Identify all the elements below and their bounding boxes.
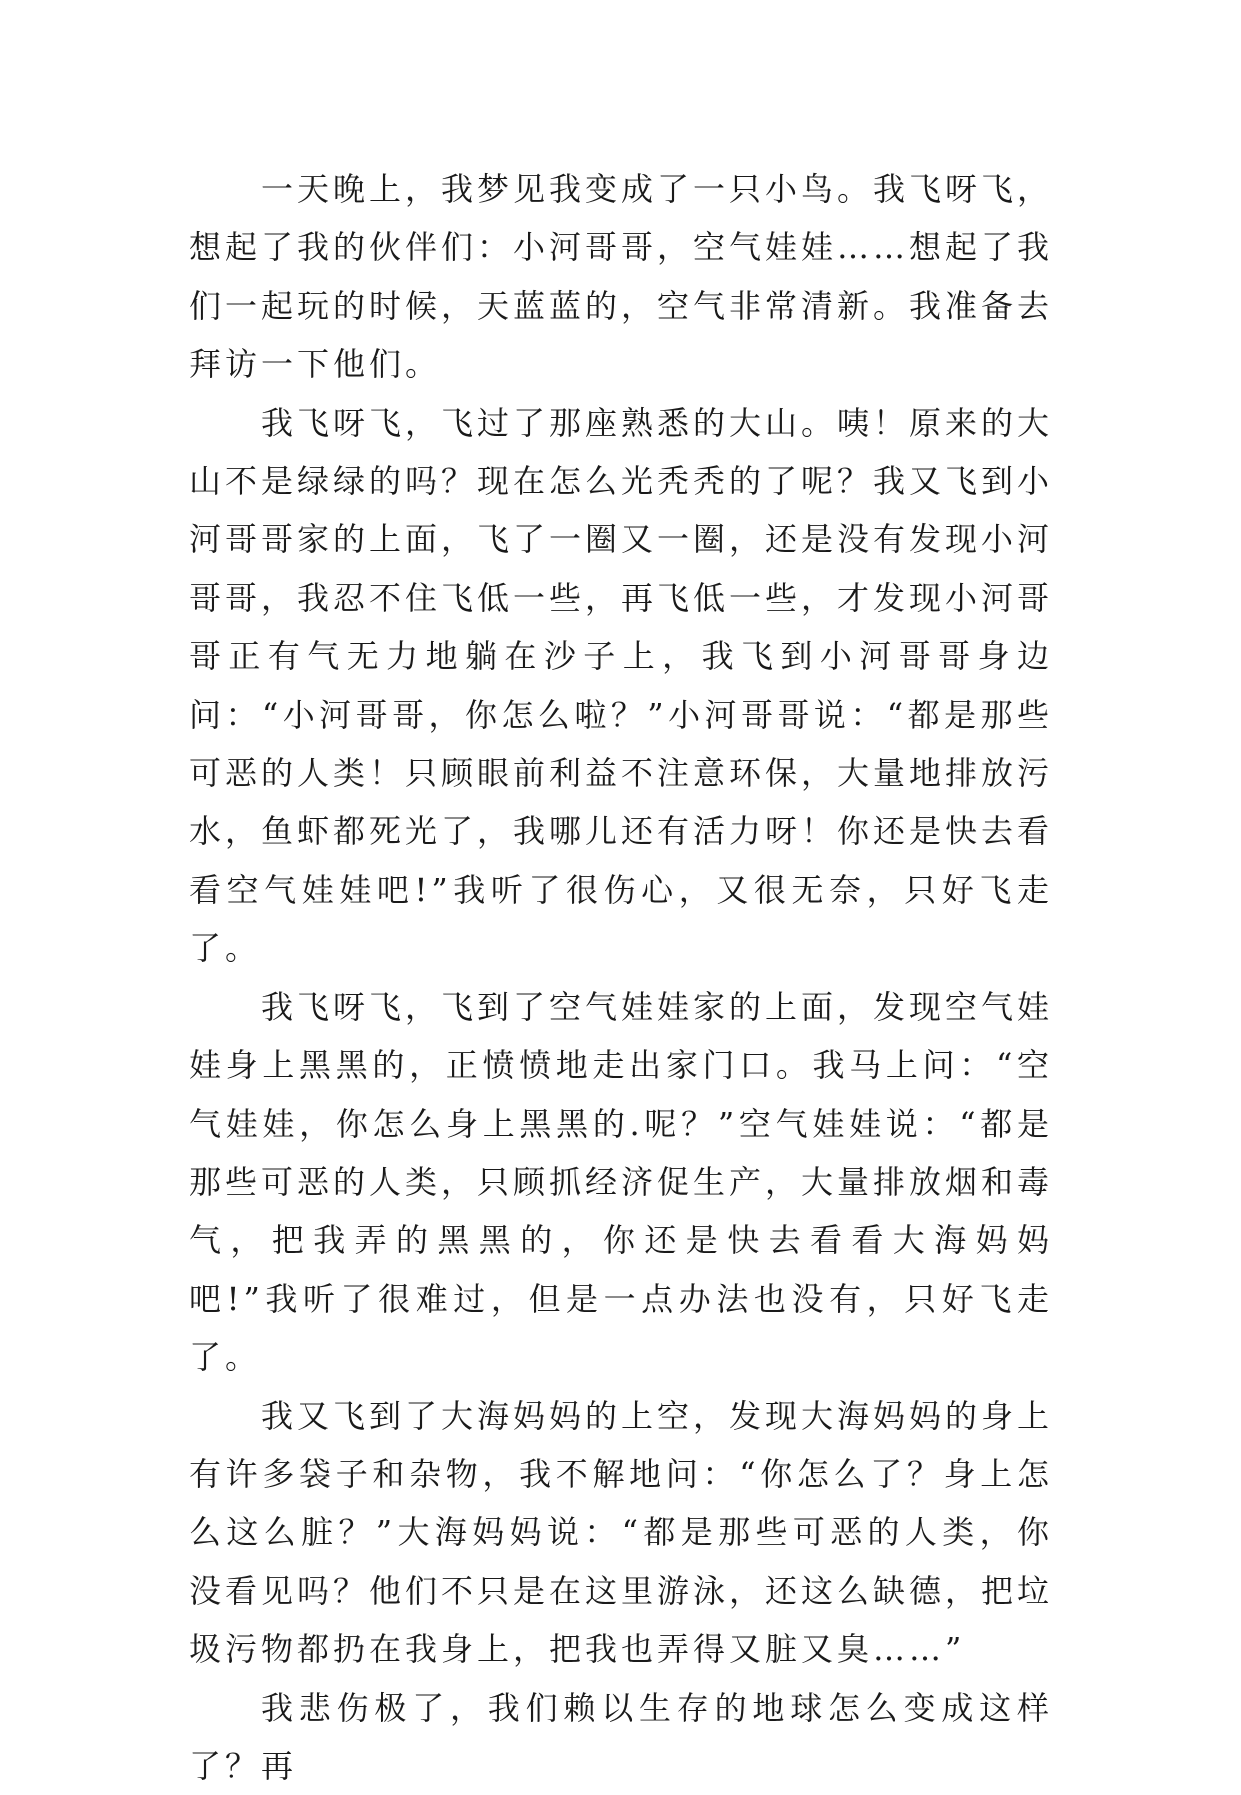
paragraph-3: 我飞呀飞，飞到了空气娃娃家的上面，发现空气娃娃身上黑黑的，正愤愤地走出家门口。我马上问：“空气娃娃，你怎么身上黑黑的.呢？”空气娃娃说：“都是那些可恶的人类，只顾抓经济促生产，大量排放烟和毒气，把我弄的黑黑的，你还是快去看看大海妈妈吧!”我听了很难过，但是一点办法也没有，只好飞走了。 [189,987,1054,1377]
paragraph-2: 我飞呀飞，飞过了那座熟悉的大山。咦！原来的大山不是绿绿的吗？现在怎么光秃秃的了呢？我又飞到小河哥哥家的上面，飞了一圈又一圈，还是没有发现小河哥哥，我忍不住飞低一些，再飞低一些，才发现小河哥哥正有气无力地躺在沙子上，我飞到小河哥哥身边问：“小河哥哥，你怎么啦？”小河哥哥说：“都是那些可恶的人类！只顾眼前利益不注意环保，大量地排放污水，鱼虾都死光了，我哪儿还有活力呀！你还是快去看看空气娃娃吧!”我听了很伤心，又很无奈，只好飞走了。 [189,403,1054,968]
paragraph-5: 我悲伤极了，我们赖以生存的地球怎么变成这样了？再 [189,1688,1053,1785]
paragraph-4: 我又飞到了大海妈妈的上空，发现大海妈妈的身上有许多袋子和杂物，我不解地问：“你怎么了？身上怎么这么脏？”大海妈妈说：“都是那些可恶的人类，你没看见吗？他们不只是在这里游泳，还这么缺德，把垃圾污物都扔在我身上，把我也弄得又脏又臭……” [189,1396,1054,1669]
document-page [189,160,1053,1795]
paragraph-1: 一天晚上，我梦见我变成了一只小鸟。我飞呀飞，想起了我的伙伴们：小河哥哥，空气娃娃……想起了我们一起玩的时候，天蓝蓝的，空气非常清新。我准备去拜访一下他们。 [189,170,1054,384]
